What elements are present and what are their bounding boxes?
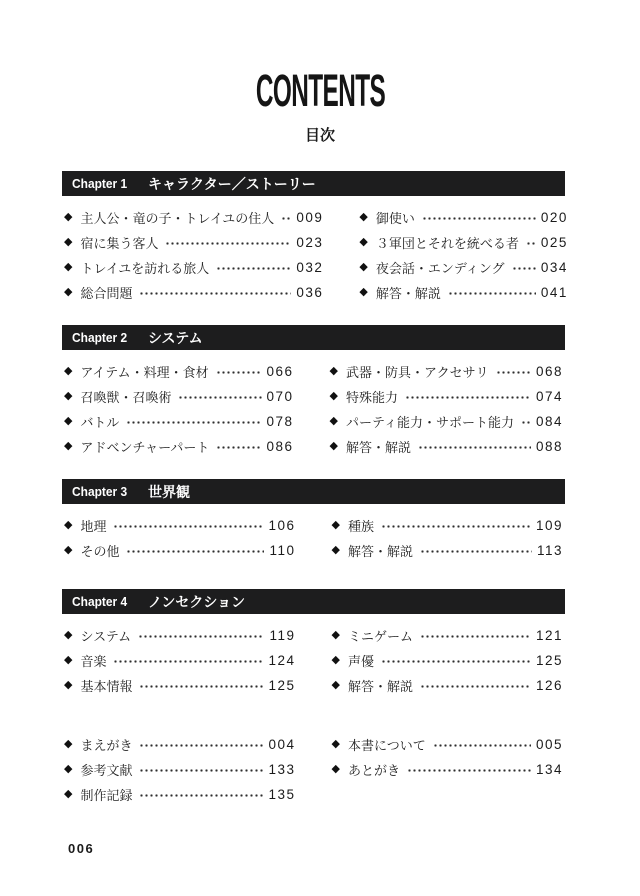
- diamond-bullet-icon: ◆: [64, 629, 73, 641]
- chapter-title: システム: [147, 329, 203, 346]
- dotted-leader: [113, 649, 263, 674]
- toc-entry-label: 武器・防具・アクセサリ: [346, 365, 489, 380]
- entry-column-left: [64, 732, 296, 807]
- diamond-bullet-icon: ◆: [64, 763, 73, 775]
- page-subtitle: 目次: [304, 127, 335, 144]
- diamond-bullet-icon: ◆: [329, 415, 338, 427]
- toc-entry: [64, 757, 296, 782]
- diamond-bullet-icon: ◆: [331, 519, 340, 531]
- toc-entry: [359, 230, 568, 255]
- section-back-matter: [62, 723, 565, 807]
- toc-entry-page: 124: [268, 653, 296, 668]
- toc-entry-page: 034: [540, 260, 568, 275]
- dotted-leader: [216, 256, 291, 281]
- chapter-title: 世界観: [147, 483, 190, 500]
- toc-entry-label: 宿に集う客人: [80, 236, 159, 251]
- toc-entry-label: 本書について: [347, 738, 426, 753]
- toc-entry: [332, 732, 564, 757]
- dotted-leader: [178, 385, 261, 410]
- dotted-leader: [139, 758, 263, 783]
- toc-entry-page: 032: [296, 260, 324, 275]
- toc-entry-page: 086: [266, 439, 294, 454]
- toc-entry: [64, 434, 294, 459]
- section-chapter-1: [62, 171, 568, 305]
- diamond-bullet-icon: ◆: [331, 679, 340, 691]
- toc-entry: [332, 673, 564, 698]
- toc-entry-label: 参考文献: [80, 763, 133, 778]
- dotted-leader: [418, 435, 531, 460]
- dotted-leader: [512, 256, 536, 281]
- table-of-contents: [62, 171, 568, 807]
- toc-entry-label: トレイユを訪れる旅人: [80, 261, 210, 276]
- toc-entry-label: 解答・解説: [375, 286, 441, 301]
- diamond-bullet-icon: ◆: [64, 415, 73, 427]
- diamond-bullet-icon: ◆: [329, 390, 338, 402]
- toc-entry-label: まえがき: [80, 738, 133, 753]
- dotted-leader: [381, 649, 531, 674]
- toc-entry-page: 066: [266, 364, 294, 379]
- dotted-leader: [139, 783, 263, 808]
- dotted-leader: [281, 206, 291, 231]
- toc-entry: [64, 230, 323, 255]
- toc-entry-page: 110: [269, 543, 296, 558]
- diamond-bullet-icon: ◆: [331, 738, 340, 750]
- toc-entry: [359, 205, 568, 230]
- entry-grid: [62, 614, 565, 698]
- toc-entry-label: ３軍団とそれを統べる者: [375, 236, 519, 251]
- dotted-leader: [216, 435, 261, 460]
- toc-entry-page: 084: [535, 414, 563, 429]
- toc-entry: [64, 673, 296, 698]
- toc-entry-page: 135: [268, 787, 296, 802]
- toc-entry-page: 070: [266, 389, 294, 404]
- diamond-bullet-icon: ◆: [64, 286, 73, 298]
- diamond-bullet-icon: ◆: [64, 544, 73, 556]
- entry-grid: [62, 196, 568, 305]
- entry-column-left: [64, 205, 323, 305]
- dotted-leader: [433, 733, 531, 758]
- entry-column-left: [64, 513, 296, 563]
- entry-grid: [62, 504, 565, 563]
- toc-entry-label: 解答・解説: [347, 679, 413, 694]
- dotted-leader: [407, 758, 531, 783]
- dotted-leader: [526, 231, 536, 256]
- page-title: CONTENTS: [255, 64, 385, 116]
- entry-column-right: [332, 513, 564, 563]
- toc-entry-page: 088: [535, 439, 563, 454]
- toc-entry-label: あとがき: [347, 763, 400, 778]
- diamond-bullet-icon: ◆: [64, 654, 73, 666]
- toc-entry: [64, 384, 294, 409]
- diamond-bullet-icon: ◆: [359, 286, 368, 298]
- dotted-leader: [496, 360, 531, 385]
- entry-column-right: [332, 623, 564, 698]
- diamond-bullet-icon: ◆: [64, 788, 73, 800]
- toc-entry-page: 125: [268, 678, 296, 693]
- entry-column-right: [330, 359, 563, 459]
- toc-entry-page: 023: [296, 235, 324, 250]
- toc-entry-label: 召喚獣・召喚術: [80, 390, 172, 405]
- toc-entry-page: 133: [268, 762, 296, 777]
- chapter-label: Chapter 2: [72, 330, 128, 345]
- section-chapter-3: [62, 479, 565, 563]
- dotted-leader: [216, 360, 262, 385]
- toc-entry-page: 074: [535, 389, 563, 404]
- entry-column-left: [64, 359, 294, 459]
- toc-entry-label: 総合問題: [80, 286, 133, 301]
- toc-entry-page: 113: [536, 543, 563, 558]
- toc-entry: [64, 513, 296, 538]
- entry-grid: [62, 350, 565, 459]
- toc-entry-label: 制作記録: [80, 788, 133, 803]
- toc-entry-page: 025: [540, 235, 568, 250]
- toc-entry-page: 119: [269, 628, 296, 643]
- toc-entry-label: 夜会話・エンディング: [375, 261, 505, 276]
- toc-entry-label: パーティ能力・サポート能力: [346, 415, 514, 430]
- toc-entry-page: 134: [535, 762, 563, 777]
- toc-entry-page: 121: [535, 628, 563, 643]
- diamond-bullet-icon: ◆: [64, 738, 73, 750]
- toc-entry: [332, 757, 564, 782]
- diamond-bullet-icon: ◆: [359, 211, 368, 223]
- dotted-leader: [165, 231, 291, 256]
- dotted-leader: [139, 674, 263, 699]
- toc-entry: [332, 513, 564, 538]
- toc-entry-label: その他: [80, 544, 120, 559]
- toc-entry-label: 種族: [347, 519, 374, 534]
- toc-entry-page: 009: [296, 210, 324, 225]
- toc-entry: [64, 359, 294, 384]
- toc-entry-label: 解答・解説: [346, 440, 412, 455]
- toc-entry-label: 御使い: [375, 211, 415, 226]
- toc-entry-page: 125: [535, 653, 563, 668]
- diamond-bullet-icon: ◆: [359, 236, 368, 248]
- diamond-bullet-icon: ◆: [331, 544, 340, 556]
- toc-entry-page: 106: [268, 518, 296, 533]
- toc-entry: [64, 255, 323, 280]
- diamond-bullet-icon: ◆: [64, 519, 73, 531]
- dotted-leader: [139, 281, 291, 306]
- toc-entry: [64, 538, 296, 563]
- toc-entry-label: 声優: [347, 654, 374, 669]
- toc-entry-label: 特殊能力: [346, 390, 399, 405]
- dotted-leader: [139, 733, 263, 758]
- chapter-bar: [62, 589, 565, 614]
- toc-entry: [64, 623, 296, 648]
- diamond-bullet-icon: ◆: [329, 440, 338, 452]
- toc-entry: [332, 648, 564, 673]
- toc-entry: [330, 409, 563, 434]
- diamond-bullet-icon: ◆: [359, 261, 368, 273]
- section-chapter-4: [62, 589, 565, 698]
- diamond-bullet-icon: ◆: [64, 679, 73, 691]
- chapter-bar: [62, 479, 565, 504]
- dotted-leader: [521, 410, 531, 435]
- dotted-leader: [381, 514, 531, 539]
- toc-entry: [64, 648, 296, 673]
- chapter-label: Chapter 1: [72, 176, 128, 191]
- toc-entry-page: 005: [535, 737, 563, 752]
- diamond-bullet-icon: ◆: [329, 365, 338, 377]
- toc-entry-page: 078: [266, 414, 294, 429]
- toc-entry: [330, 434, 563, 459]
- chapter-label: Chapter 4: [72, 594, 128, 609]
- dotted-leader: [448, 281, 536, 306]
- diamond-bullet-icon: ◆: [64, 211, 73, 223]
- toc-entry-page: 068: [535, 364, 563, 379]
- dotted-leader: [422, 206, 536, 231]
- toc-entry-label: 基本情報: [80, 679, 133, 694]
- toc-entry-page: 004: [268, 737, 296, 752]
- dotted-leader: [420, 624, 531, 649]
- diamond-bullet-icon: ◆: [331, 629, 340, 641]
- toc-entry-label: 地理: [80, 519, 107, 534]
- chapter-bar: [62, 171, 565, 196]
- toc-entry-label: ミニゲーム: [347, 629, 413, 644]
- diamond-bullet-icon: ◆: [331, 763, 340, 775]
- toc-entry: [64, 205, 323, 230]
- toc-entry-page: 109: [535, 518, 563, 533]
- toc-entry: [64, 782, 296, 807]
- dotted-leader: [420, 539, 532, 564]
- dotted-leader: [113, 514, 263, 539]
- toc-entry: [330, 359, 563, 384]
- entry-column-right: [359, 205, 568, 305]
- chapter-title: キャラクター／ストーリー: [147, 175, 316, 192]
- dotted-leader: [126, 410, 261, 435]
- diamond-bullet-icon: ◆: [64, 390, 73, 402]
- toc-entry: [64, 409, 294, 434]
- toc-entry-page: 020: [540, 210, 568, 225]
- toc-entry: [332, 538, 564, 563]
- toc-entry-label: アドベンチャーパート: [80, 440, 210, 455]
- dotted-leader: [420, 674, 531, 699]
- title-block: [0, 0, 640, 145]
- diamond-bullet-icon: ◆: [331, 654, 340, 666]
- toc-entry: [64, 732, 296, 757]
- toc-entry-label: 解答・解説: [347, 544, 413, 559]
- toc-entry: [330, 384, 563, 409]
- toc-entry-page: 036: [296, 285, 324, 300]
- toc-entry: [359, 280, 568, 305]
- toc-entry-page: 126: [535, 678, 563, 693]
- entry-grid: [62, 723, 565, 807]
- toc-entry-label: 主人公・竜の子・トレイユの住人: [80, 211, 275, 226]
- dotted-leader: [405, 385, 531, 410]
- diamond-bullet-icon: ◆: [64, 440, 73, 452]
- entry-column-left: [64, 623, 296, 698]
- toc-entry: [332, 623, 564, 648]
- toc-entry: [359, 255, 568, 280]
- toc-entry-label: アイテム・料理・食材: [80, 365, 209, 380]
- toc-entry: [64, 280, 323, 305]
- dotted-leader: [138, 624, 264, 649]
- diamond-bullet-icon: ◆: [64, 261, 73, 273]
- chapter-label: Chapter 3: [72, 484, 128, 499]
- diamond-bullet-icon: ◆: [64, 236, 73, 248]
- page-number-footer: 006: [68, 841, 95, 856]
- toc-entry-label: 音楽: [80, 654, 107, 669]
- toc-entry-label: バトル: [80, 415, 120, 430]
- section-chapter-2: [62, 325, 565, 459]
- toc-entry-page: 041: [540, 285, 568, 300]
- chapter-title: ノンセクション: [147, 593, 246, 610]
- toc-entry-label: システム: [80, 629, 132, 644]
- diamond-bullet-icon: ◆: [64, 365, 73, 377]
- entry-column-right: [332, 732, 564, 807]
- chapter-bar: [62, 325, 565, 350]
- dotted-leader: [126, 539, 264, 564]
